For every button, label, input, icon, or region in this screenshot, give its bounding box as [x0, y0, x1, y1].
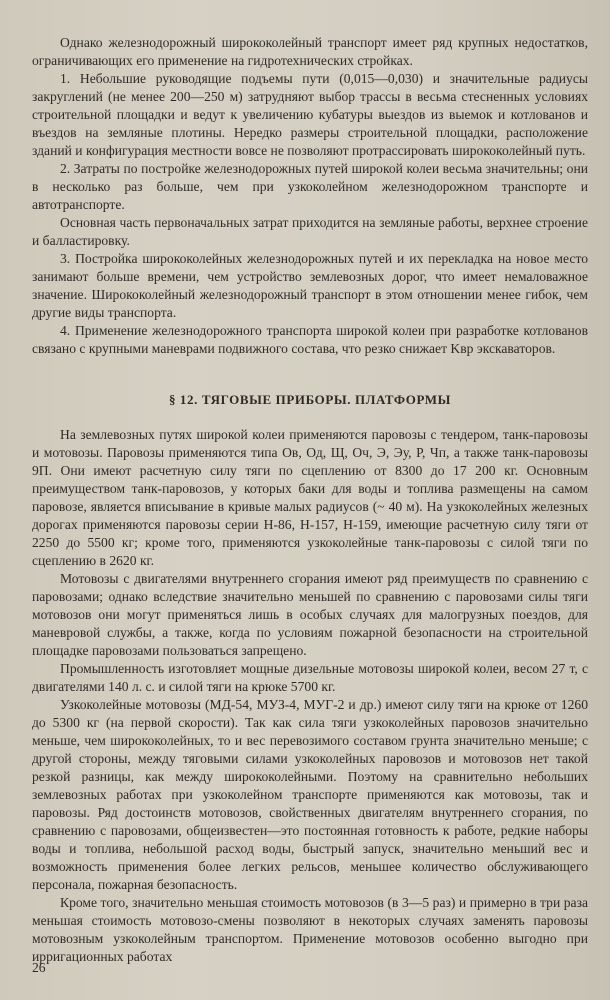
paragraph: Кроме того, значительно меньшая стоимость мотовозов (в 3—5 раз) и примерно в три раза меньшая стоимость мотовозо-смены позволяют в некоторых случаях заменять паровозы мотовозным узкоколейным транспортом. Применение мотовозов особенно выгодно при ирригационных работах — [32, 895, 588, 964]
paragraph: Узкоколейные мотовозы (МД-54, МУЗ-4, МУГ-2 и др.) имеют силу тяги на крюке от 1260 до 5300 кг (на первой скорости). Так как сила тяги узкоколейных паровозов значительно меньше, чем ширококолейных, то и вес перевозимого составом грунта значительно меньше; с другой стороны, между тяговыми силами узкоколейных паровозов и мотовозов нет такой резкой разницы, как между ширококолейными. Поэтому на сравнительно небольших землевозных работах при узкоколейном транспорте применяются как мотовозы, так и паровозы. Ряд достоинств мотовозов, свойственных двигателям внутреннего сгорания, по сравнению с паровозами, общеизвестен—это постоянная готовность к работе, редкие наборы воды и топлива, небольшой расход воды, быстрый запуск, значительно меньший вес и возможность применения более легких рельсов, меньшее количество обслуживающего персонала, пожарная безопасность. — [32, 697, 588, 892]
section-heading: § 12. ТЯГОВЫЕ ПРИБОРЫ. ПЛАТФОРМЫ — [168, 392, 451, 407]
paragraph: 4. Применение железнодорожного транспорта широкой колеи при разработке котлованов связано с крупными маневрами подвижного состава, что резко снижает Kвр экскаваторов. — [32, 323, 588, 356]
paragraph: 3. Постройка ширококолейных железнодорожных путей и их перекладка на новое место занимают больше времени, чем устройство землевозных дорог, что имеет немаловажное значение. Ширококолейный железнодорожный транспорт в этом отношении менее гибок, чем другие виды транспорта. — [32, 251, 588, 320]
paragraph: 1. Небольшие руководящие подъемы пути (0,015—0,030) и значительные радиусы закруглений (не менее 200—250 м) затрудняют выбор трассы в весьма стесненных условиях строительной площадки и ведут к увеличению кубатуры выездов из выемок и котлованов и въездов на земляные плотины. Нередко размеры строительной площадки, расположение зданий и конфигурация местности вовсе не позволяют протрассировать ширококолейный путь. — [32, 71, 588, 158]
paragraph: Мотовозы с двигателями внутреннего сгорания имеют ряд преимуществ по сравнению с паровозами; однако вследствие значительно меньшей по сравнению с паровозами силы тяги мотовозов они могут применяться лишь в особых случаях для малогрузных поездов, для маневровой службы, а также, когда по условиям пожарной безопасности на строительной площадке паровозами пользоваться запрещено. — [32, 571, 588, 658]
page-number: 26 — [32, 960, 46, 975]
paragraph: На землевозных путях широкой колеи применяются паровозы с тендером, танк-паровозы и мотовозы. Паровозы применяются типа Ов, Од, Щ, Оч, Э, Эу, Р, Чп, а также танк-паровозы 9П. Они имеют расчетную силу тяги по сцеплению от 8300 до 17 200 кг. Основным преимуществом танк-паровозов, у которых баки для воды и топлива размещены на самом паровозе, является вписывание в кривые малых радиусов (~ 40 м). На узкоколейных железных дорогах применяются паровозы серии Н-86, Н-157, Н-159, имеющие расчетную силу тяги от 2250 до 5500 кг; кроме того, применяются узкоколейные танк-паровозы с силой тяги по сцеплению в 2620 кг. — [32, 427, 588, 568]
section-text — [32, 426, 588, 966]
paragraph: Промышленность изготовляет мощные дизельные мотовозы широкой колеи, весом 27 т, с двигателями 140 л. с. и силой тяги на крюке 5700 кг. — [32, 661, 588, 694]
paragraph: Однако железнодорожный ширококолейный транспорт имеет ряд крупных недостатков, ограничивающих его применение на гидротехнических стройках. — [32, 35, 588, 68]
intro-text — [32, 34, 588, 358]
paragraph: Основная часть первоначальных затрат приходится на земляные работы, верхнее строение и балластировку. — [32, 215, 588, 248]
paragraph: 2. Затраты по постройке железнодорожных путей широкой колеи весьма значительны; они в несколько раз больше, чем при узкоколейном железнодорожном транспорте и автотранспорте. — [32, 161, 588, 212]
